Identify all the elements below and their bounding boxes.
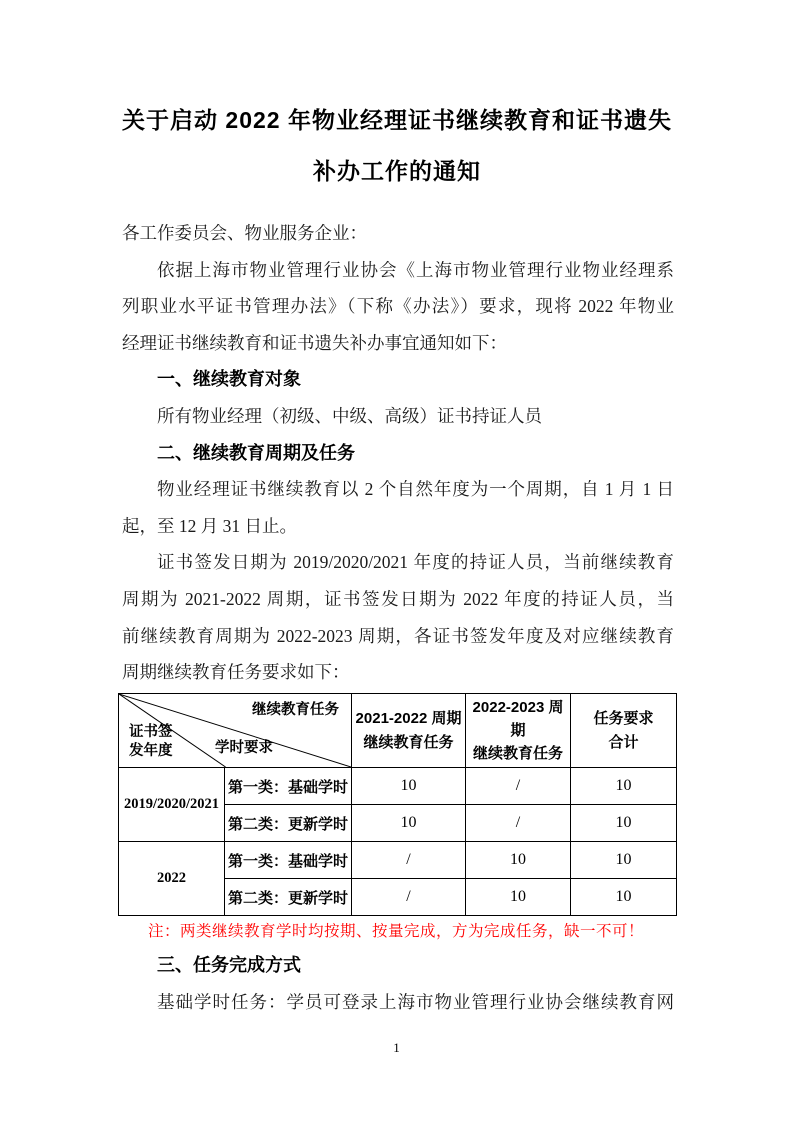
- hour-type-cell: 第一类：基础学时: [225, 768, 352, 805]
- paragraph-line: 列职业水平证书管理办法》（下称《办法》）要求，现将 2022 年物业: [122, 296, 674, 317]
- value-cell: 10: [571, 805, 677, 842]
- value-cell: 10: [466, 842, 571, 879]
- section-heading-1: 一、继续教育对象: [157, 369, 301, 390]
- value-cell: 10: [466, 879, 571, 916]
- value-cell: 10: [352, 805, 466, 842]
- paragraph-line: 起，至 12 月 31 日止。: [122, 515, 297, 536]
- document-title: [110, 95, 684, 197]
- header-text: 继续教育任务: [363, 733, 454, 751]
- value-cell: 10: [571, 768, 677, 805]
- value-cell: /: [352, 879, 466, 916]
- header-text: 2022-2023 周期: [472, 698, 564, 739]
- hour-type-cell: 第二类：更新学时: [225, 805, 352, 842]
- header-text: 继续教育任务: [472, 745, 563, 763]
- body-text-block: [122, 215, 674, 691]
- header-text: 2021-2022 周期: [355, 710, 462, 728]
- body-text-block-2: [122, 947, 674, 1020]
- paragraph-line: 前继续教育周期为 2022-2023 周期，各证书签发年度及对应继续教育: [122, 625, 674, 646]
- title-line-1: 关于启动 2022 年物业经理证书继续教育和证书遗失: [122, 107, 672, 133]
- hour-type-cell: 第一类：基础学时: [225, 842, 352, 879]
- paragraph-line: 基础学时任务：学员可登录上海市物业管理行业协会继续教育网: [157, 991, 674, 1012]
- hour-type-cell: 第二类：更新学时: [225, 879, 352, 916]
- corner-label-hours: 学时要求: [215, 740, 273, 757]
- table-row: [119, 842, 677, 879]
- section-heading-2: 二、继续教育周期及任务: [157, 442, 355, 463]
- education-task-table: [118, 693, 677, 916]
- salutation-line: 各工作委员会、物业服务企业：: [122, 223, 367, 243]
- table-row: [119, 768, 677, 805]
- value-cell: /: [352, 842, 466, 879]
- value-cell: 10: [571, 842, 677, 879]
- column-header-2021-2022: [352, 694, 466, 768]
- section-heading-3: 三、任务完成方式: [157, 955, 301, 975]
- header-text: 合计: [608, 733, 639, 751]
- value-cell: 10: [352, 768, 466, 805]
- corner-label-year: [129, 723, 173, 762]
- corner-label-task: 继续教育任务: [252, 702, 339, 718]
- column-header-total: [571, 694, 677, 768]
- column-header-2022-2023: [466, 694, 571, 768]
- paragraph-line: 经理证书继续教育和证书遗失补办事宜通知如下：: [122, 332, 507, 353]
- table-header-row: [119, 694, 677, 768]
- value-cell: 10: [571, 879, 677, 916]
- value-cell: /: [466, 768, 571, 805]
- table-note: 注：两类继续教育学时均按期、按量完成，方为完成任务，缺一不可！: [148, 923, 645, 940]
- paragraph-line: 物业经理证书继续教育以 2 个自然年度为一个周期，自 1 月 1 日: [157, 479, 674, 500]
- paragraph-line: 证书签发日期为 2019/2020/2021 年度的持证人员，当前继续教育: [157, 552, 674, 573]
- value-cell: /: [466, 805, 571, 842]
- paragraph-line: 所有物业经理（初级、中级、高级）证书持证人员: [157, 405, 542, 426]
- paragraph-line: 周期继续教育任务要求如下：: [122, 662, 350, 683]
- paragraph-line: 依据上海市物业管理行业协会《上海市物业管理行业物业经理系: [157, 259, 674, 280]
- page-number: 1: [393, 1040, 400, 1055]
- corner-label-year-line2: 发年度: [129, 743, 173, 760]
- year-cell-2022: 2022: [119, 842, 225, 916]
- title-line-2: 补办工作的通知: [313, 158, 481, 184]
- year-cell-2019-2021: 2019/2020/2021: [119, 768, 225, 842]
- table-corner-cell: [119, 694, 352, 768]
- paragraph-line: 周期为 2021-2022 周期，证书签发日期为 2022 年度的持证人员，当: [122, 588, 674, 609]
- corner-label-year-line1: 证书签: [129, 723, 173, 740]
- header-text: 任务要求: [593, 710, 654, 728]
